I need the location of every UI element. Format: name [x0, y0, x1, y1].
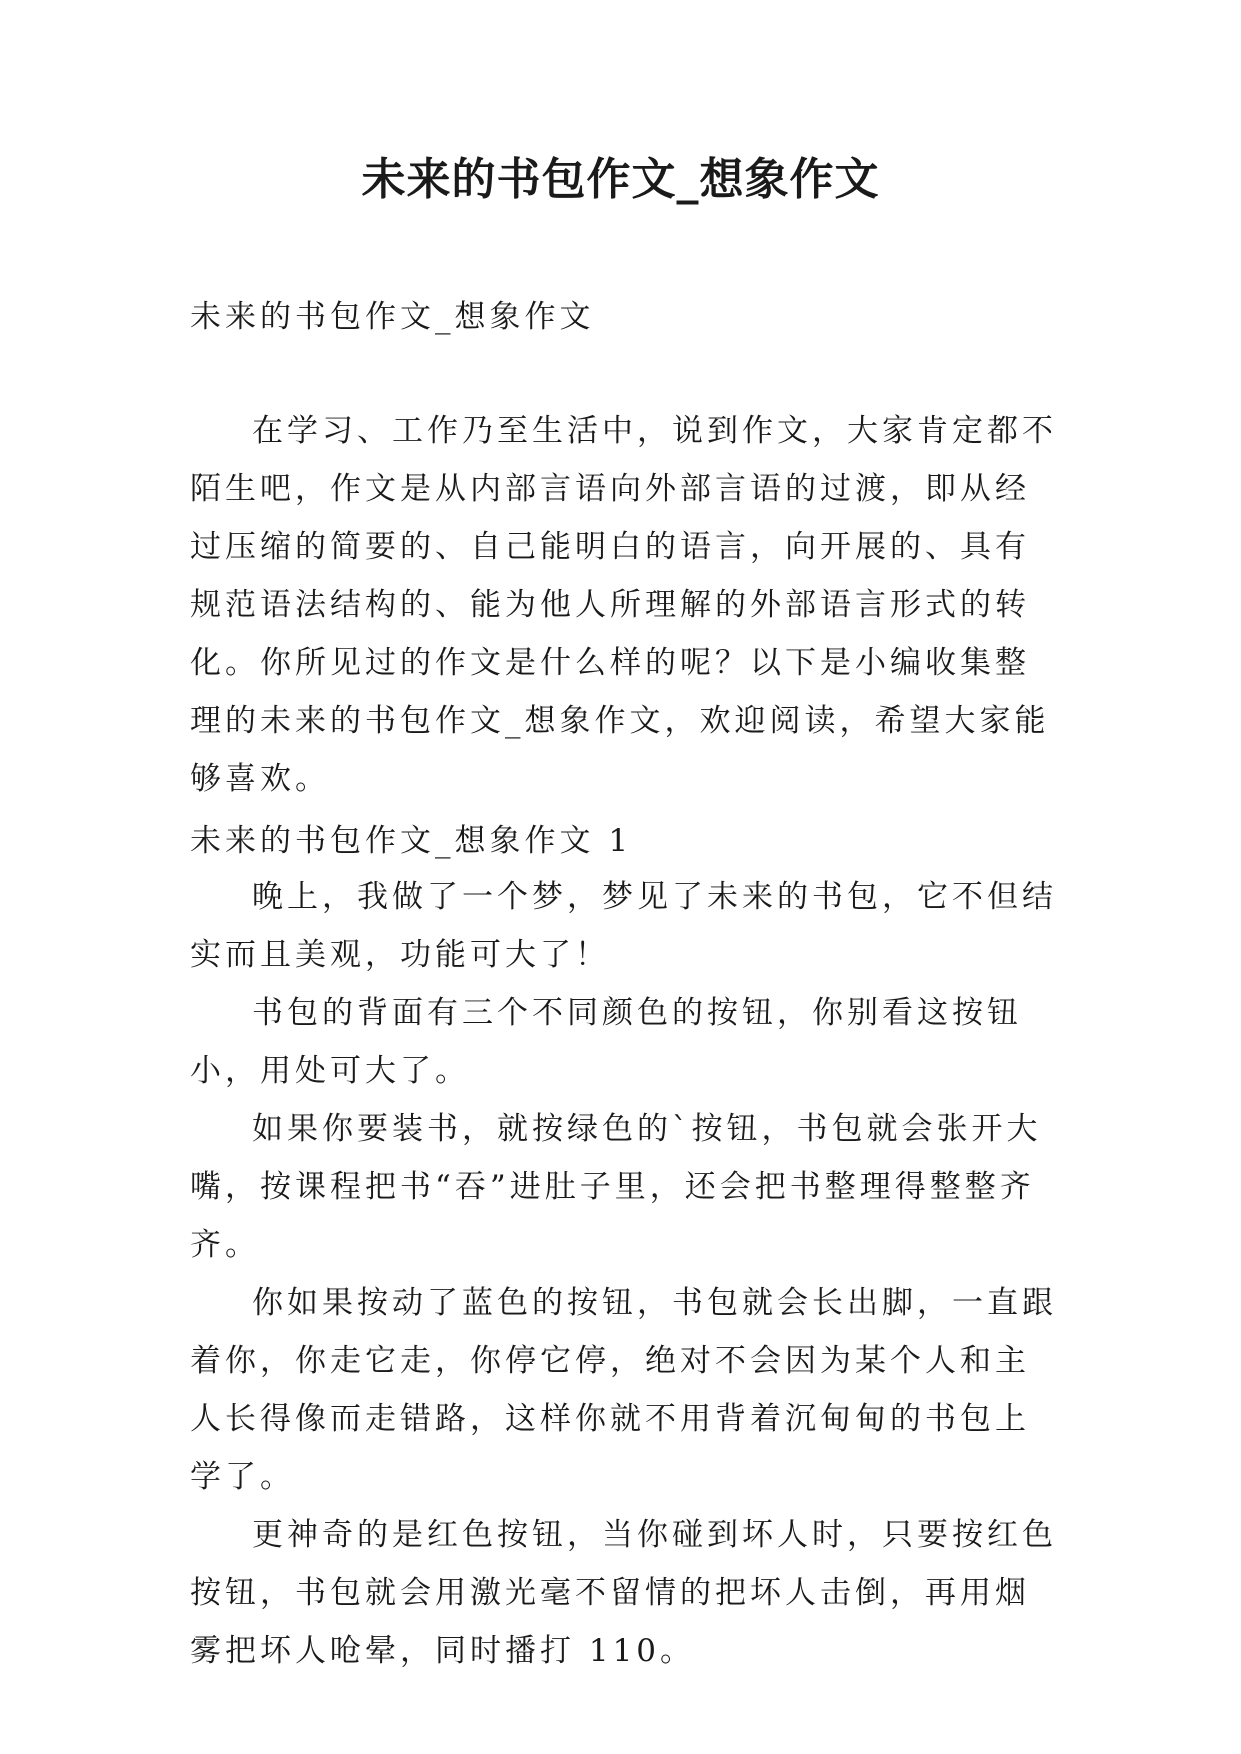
body-paragraph: 你如果按动了蓝色的按钮，书包就会长出脚，一直跟着你，你走它走，你停它停，绝对不会因为某个人和主人长得像而走错路，这样你就不用背着沉甸甸的书包上学了。 — [190, 1285, 1057, 1495]
intro-paragraph: 在学习、工作乃至生活中，说到作文，大家肯定都不陌生吧，作文是从内部言语向外部言语的过渡，即从经过压缩的简要的、自己能明白的语言，向开展的、具有规范语法结构的、能为他人所理解的外部语言形式的转化。你所见过的作文是什么样的呢？以下是小编收集整理的未来的书包作文_想象作文，欢迎阅读，希望大家能够喜欢。 — [190, 413, 1057, 797]
body-paragraph: 更神奇的是红色按钮，当你碰到坏人时，只要按红色按钮，书包就会用激光毫不留情的把坏人击倒，再用烟雾把坏人呛晕，同时播打 110。 — [190, 1517, 1057, 1669]
section-heading: 未来的书包作文_想象作文 1 — [190, 823, 633, 859]
body-paragraph: 如果你要装书，就按绿色的`按钮，书包就会张开大嘴，按课程把书“吞”进肚子里，还会把书整理得整整齐齐。 — [190, 1111, 1042, 1263]
body-paragraph: 书包的背面有三个不同颜色的按钮，你别看这按钮小，用处可大了。 — [190, 995, 1022, 1089]
section-body — [190, 868, 1060, 1680]
document-title: 未来的书包作文_想象作文 — [361, 154, 880, 205]
body-paragraph: 晚上，我做了一个梦，梦见了未来的书包，它不但结实而且美观，功能可大了！ — [190, 879, 1057, 973]
document-subtitle: 未来的书包作文_想象作文 — [190, 299, 595, 335]
